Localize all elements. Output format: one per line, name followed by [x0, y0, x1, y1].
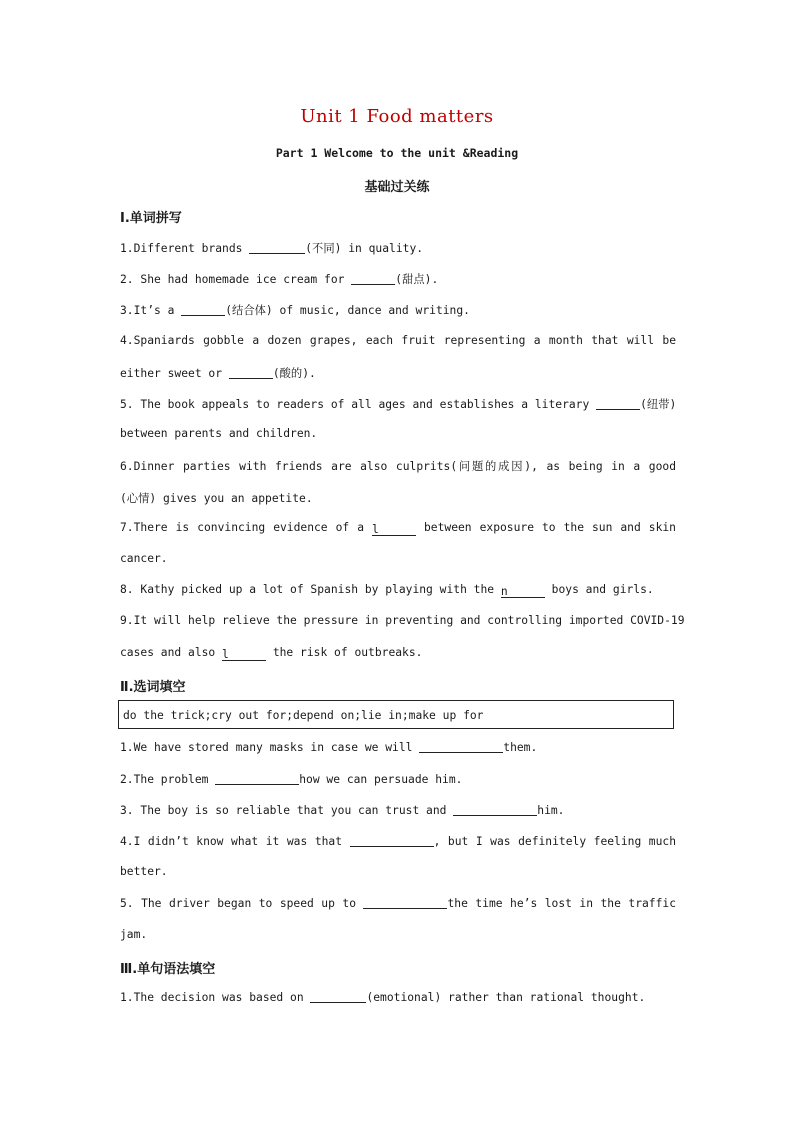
answer-blank[interactable] [215, 772, 299, 785]
question-text: them. [503, 741, 538, 754]
answer-blank[interactable] [310, 990, 366, 1003]
answer-blank[interactable] [351, 272, 395, 285]
first-letter-hint: l [372, 523, 379, 536]
question-1-1 [120, 240, 676, 256]
question-1-2 [120, 271, 676, 287]
exercise-level-heading: 基础过关练 [364, 180, 430, 195]
answer-blank[interactable] [249, 241, 305, 254]
question-text: the risk of outbreaks. [266, 646, 423, 659]
question-text: how we can persuade him. [299, 773, 463, 786]
answer-blank[interactable] [372, 523, 416, 536]
section-heading-phrases: Ⅱ.选词填空 [120, 680, 186, 695]
question-text: cases and also [120, 646, 223, 659]
question-text: (纽带) [640, 398, 677, 411]
question-1-7-line1 [120, 521, 676, 536]
question-2-1 [120, 740, 676, 754]
question-text: 4.I didn’t know what it was that [120, 835, 350, 848]
question-text: 7.There is convincing evidence of a [120, 521, 372, 534]
question-1-4-line1: 4.Spaniards gobble a dozen grapes, each fruit representing a month that will be [120, 334, 676, 347]
question-text: 5. The driver began to speed up to [120, 897, 364, 910]
question-text: either sweet or [120, 367, 229, 380]
question-text: 3. The boy is so reliable that you can trust and [120, 804, 454, 817]
question-text: (emotional) rather than rational thought. [366, 991, 646, 1004]
question-text: 5. The book appeals to readers of all ages and establishes a literary [120, 398, 597, 411]
question-2-3 [120, 803, 676, 817]
section-heading-spelling: Ⅰ.单词拼写 [120, 211, 182, 226]
answer-blank[interactable] [363, 896, 447, 909]
question-text: 1.We have stored many masks in case we will [120, 741, 420, 754]
question-1-8 [120, 583, 676, 598]
answer-blank[interactable] [453, 803, 537, 816]
word-bank-options: do the trick;cry out for;depend on;lie in;make up for [123, 709, 484, 722]
question-1-6-line2: (心情) gives you an appetite. [120, 492, 313, 505]
question-2-4-line2: better. [120, 865, 168, 878]
question-1-7-line2: cancer. [120, 552, 168, 565]
question-1-9-line1: 9.It will help relieve the pressure in preventing and controlling imported COVID-19 [120, 614, 685, 627]
question-text: him. [537, 804, 565, 817]
question-1-5-line1 [120, 396, 676, 412]
answer-blank[interactable] [501, 585, 545, 598]
question-text: (结合体) of music, dance and writing. [225, 304, 470, 317]
question-2-5-line2: jam. [120, 928, 148, 941]
question-text: 3.It’s a [120, 304, 182, 317]
question-text: the time he’s lost in the traffic [447, 897, 676, 910]
question-text: boys and girls. [544, 583, 654, 596]
question-2-2 [120, 772, 676, 786]
answer-blank[interactable] [181, 303, 225, 316]
question-text: (甜点). [395, 273, 439, 286]
page-subtitle: Part 1 Welcome to the unit &Reading [275, 146, 519, 160]
question-2-5-line1 [120, 896, 676, 910]
question-text: between exposure to the sun and skin [416, 521, 676, 534]
question-text: 1.The decision was based on [120, 991, 311, 1004]
question-text: 2.The problem [120, 773, 216, 786]
question-text: 1.Different brands [120, 242, 250, 255]
first-letter-hint: l [222, 648, 229, 661]
question-2-4-line1 [120, 834, 676, 848]
question-3-1 [120, 990, 676, 1004]
question-text: (酸的). [272, 367, 316, 380]
answer-blank[interactable] [222, 648, 266, 661]
question-text: (不同) in quality. [305, 242, 424, 255]
question-text: , but I was definitely feeling much [433, 835, 676, 848]
question-1-4-line2 [120, 365, 676, 381]
answer-blank[interactable] [229, 366, 273, 379]
answer-blank[interactable] [596, 397, 640, 410]
question-1-3 [120, 302, 676, 318]
question-1-6-line1: 6.Dinner parties with friends are also culprits(问题的成因), as being in a good [120, 460, 676, 473]
question-text: 8. Kathy picked up a lot of Spanish by playing with the [120, 583, 501, 596]
page-title: Unit 1 Food matters [300, 106, 494, 127]
question-1-9-line2 [120, 646, 676, 661]
answer-blank[interactable] [350, 834, 434, 847]
answer-blank[interactable] [419, 740, 503, 753]
word-bank-box [118, 700, 674, 729]
first-letter-hint: n [500, 585, 508, 598]
section-heading-grammar: Ⅲ.单句语法填空 [120, 962, 216, 977]
question-1-5-line2: between parents and children. [120, 427, 318, 440]
question-text: 2. She had homemade ice cream for [120, 273, 352, 286]
